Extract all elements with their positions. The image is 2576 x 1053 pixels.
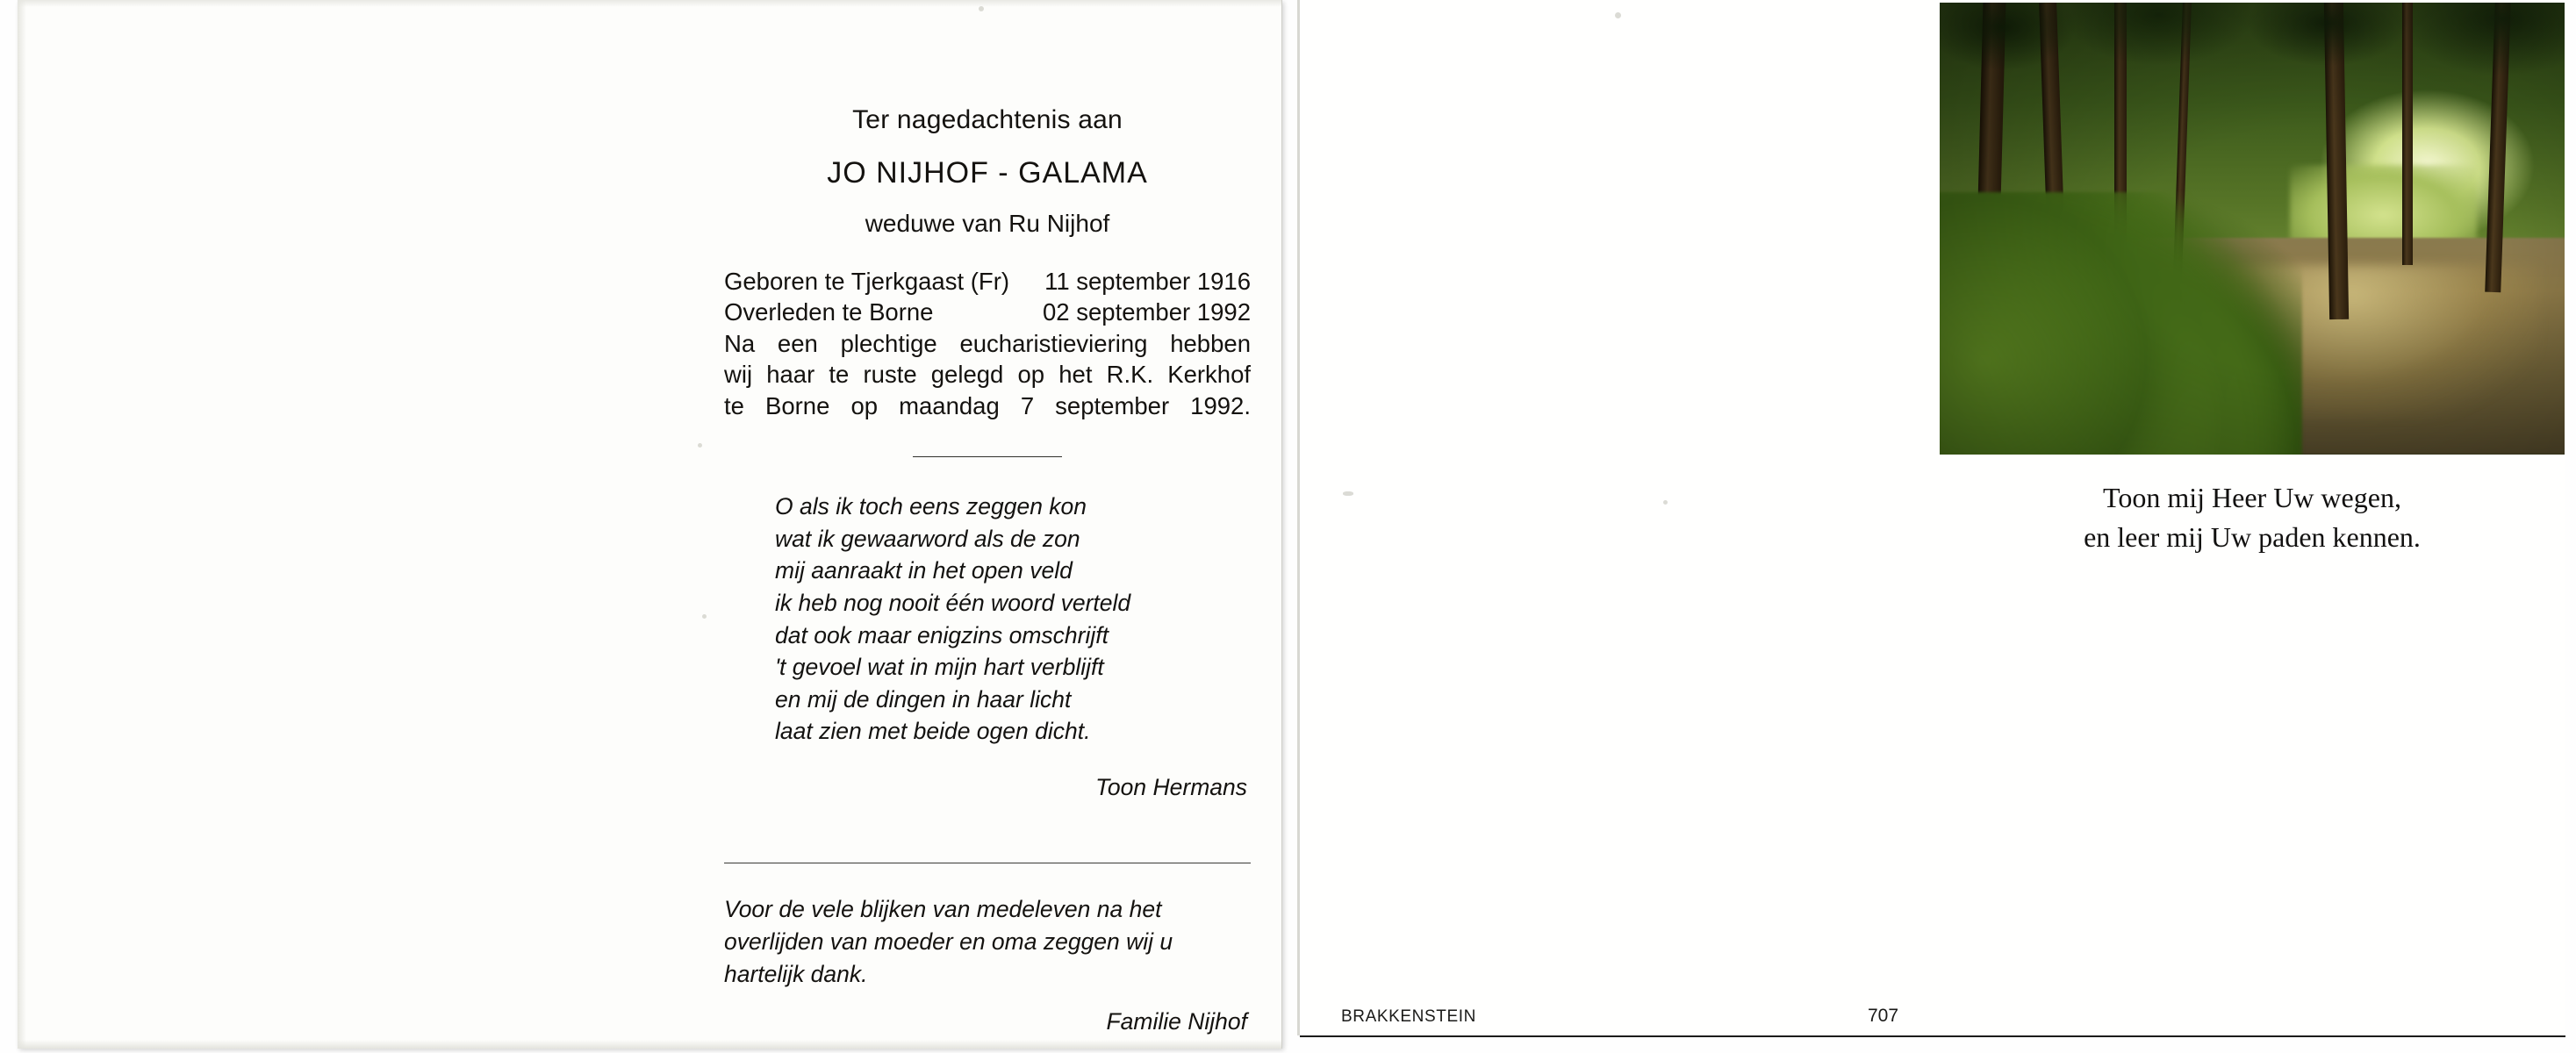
family-signature: Familie Nijhof (1106, 1008, 1247, 1035)
burial-line-1: Na een plechtige eucharistieviering hebben (724, 329, 1251, 357)
memorial-text-block (724, 105, 1251, 1035)
birth-date: 11 september 1916 (1044, 268, 1251, 295)
deceased-name: JO NIJHOF - GALAMA (827, 156, 1148, 190)
death-label: Overleden te Borne (724, 298, 934, 326)
divider-short (913, 456, 1062, 457)
forest-path-photo (1940, 3, 2565, 455)
page-edge-top (18, 0, 1281, 7)
footer-divider (1300, 1035, 2565, 1037)
thanks-block (724, 893, 1251, 991)
thanks-line: overlijden van moeder en oma zeggen wij u (724, 928, 1173, 955)
scan-speck (1663, 500, 1668, 505)
intro-line: Ter nagedachtenis aan (852, 105, 1123, 134)
printer-mark: BRAKKENSTEIN (1341, 1007, 1476, 1026)
death-date: 02 september 1992 (1043, 298, 1251, 326)
death-row (724, 297, 1251, 327)
poem-line: ik heb nog nooit één woord verteld (775, 590, 1131, 617)
poem-line: mij aanraakt in het open veld (775, 557, 1073, 584)
widow-of-line: weduwe van Ru Nijhof (865, 210, 1110, 237)
poem-block (724, 491, 1251, 748)
thanks-line: hartelijk dank. (724, 961, 868, 988)
facts-block (724, 266, 1251, 421)
scan-speck (1343, 491, 1353, 496)
page-edge-bottom (18, 1040, 1281, 1049)
poem-line: 't gevoel wat in mijn hart verblijft (775, 654, 1104, 681)
thanks-line: Voor de vele blijken van medeleven na het (724, 895, 1162, 922)
photo-vignette (1940, 3, 2565, 455)
burial-line-2: wij haar te ruste gelegd op het R.K. Kerkhof (724, 361, 1251, 389)
poem-author: Toon Hermans (1095, 773, 1247, 800)
poem-line: dat ook maar enigzins omschrijft (775, 621, 1109, 648)
right-page (1297, 0, 2565, 1035)
page-fold (1297, 0, 1300, 1035)
birth-row (724, 266, 1251, 297)
scan-speck (979, 6, 984, 11)
card-number: 707 (1868, 1006, 1899, 1026)
burial-line-3: te Borne op maandag 7 september 1992. (724, 391, 1251, 419)
poem-line: wat ik gewaarword als de zon (775, 525, 1080, 552)
poem-line: O als ik toch eens zeggen kon (775, 493, 1087, 520)
poem-line: laat zien met beide ogen dicht. (775, 718, 1091, 745)
verse-line-1: Toon mij Heer Uw wegen, (2103, 482, 2401, 513)
birth-label: Geboren te Tjerkgaast (Fr) (724, 268, 1010, 295)
verse-block (1940, 478, 2565, 558)
scan-speck (698, 443, 702, 448)
scan-speck (702, 614, 707, 619)
page-edge-left (18, 0, 26, 1049)
left-page (18, 0, 1282, 1049)
scan-speck (1615, 12, 1621, 18)
verse-line-2: en leer mij Uw paden kennen. (2084, 521, 2421, 554)
poem-line: en mij de dingen in haar licht (775, 685, 1072, 713)
